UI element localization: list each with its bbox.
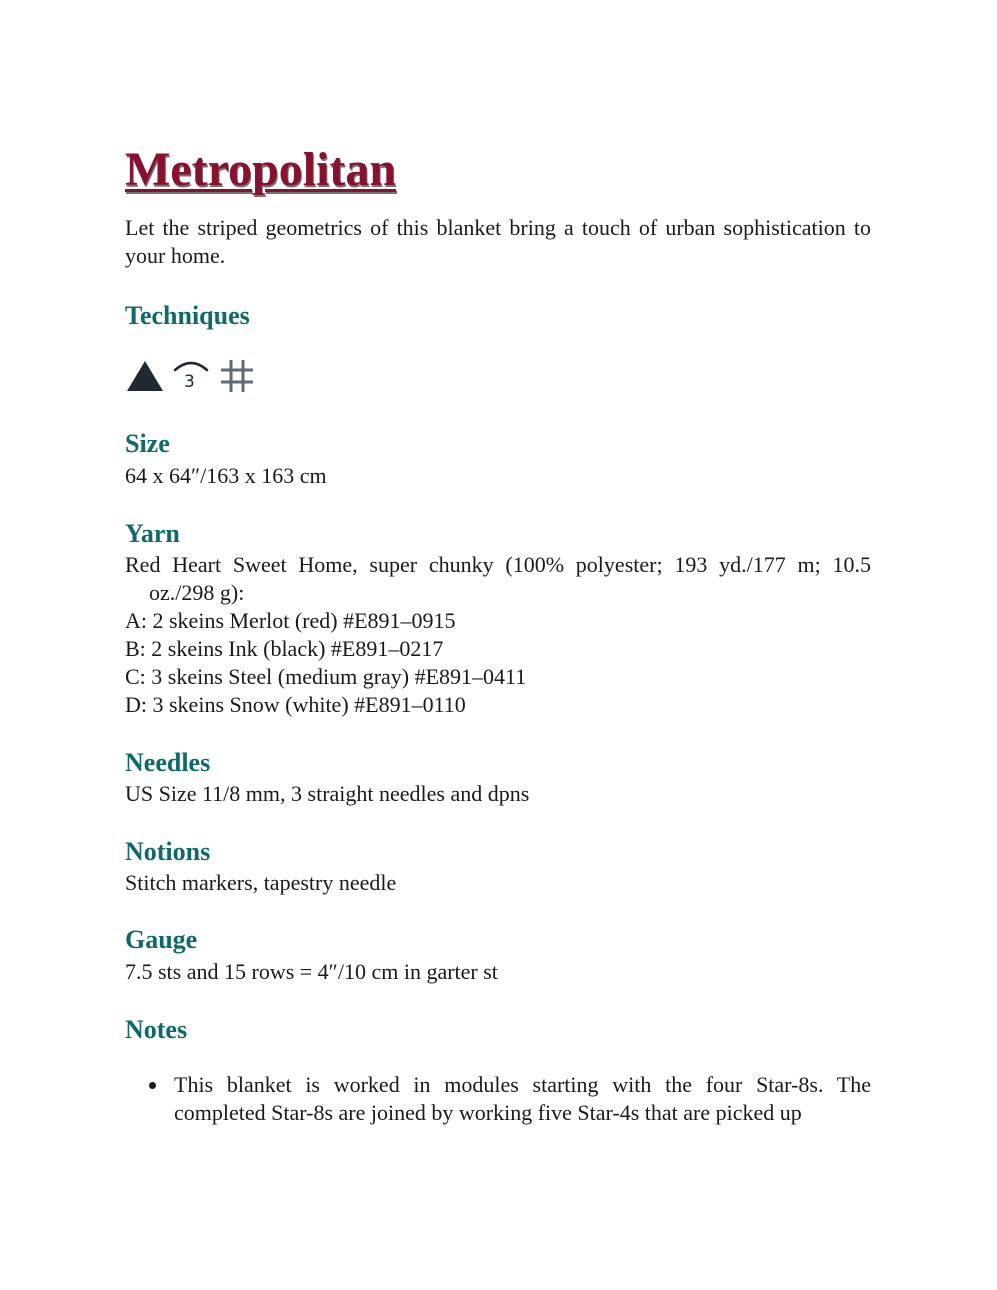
three-label: 3	[184, 372, 195, 392]
bullet-icon	[149, 1082, 156, 1089]
yarn-color-d: D: 3 skeins Snow (white) #E891–0110	[125, 692, 466, 717]
list-item	[125, 1071, 871, 1127]
yarn-color-b: B: 2 skeins Ink (black) #E891–0217	[125, 636, 444, 661]
notes-heading: Notes	[125, 1015, 188, 1044]
page-title: Metropolitan	[125, 143, 397, 196]
note-text: This blanket is worked in modules starting with the four Star-8s. The completed Star-8s are joined by working five Star-4s that are picked up	[174, 1072, 871, 1125]
needles-text: US Size 11/8 mm, 3 straight needles and dpns	[125, 781, 530, 806]
gauge-text: 7.5 sts and 15 rows = 4″/10 cm in garter st	[125, 959, 498, 984]
size-text: 64 x 64″/163 x 163 cm	[125, 463, 327, 488]
yarn-color-c: C: 3 skeins Steel (medium gray) #E891–0411	[125, 664, 527, 689]
notions-text: Stitch markers, tapestry needle	[125, 870, 397, 895]
techniques-icons	[125, 356, 257, 396]
three-needle-bind-off-icon	[171, 356, 211, 396]
yarn-block	[125, 551, 871, 719]
yarn-description: Red Heart Sweet Home, super chunky (100% polyester; 193 yd./177 m; 10.5 oz./298 g):	[125, 552, 871, 605]
techniques-heading: Techniques	[125, 301, 250, 330]
grid-icon	[217, 356, 257, 396]
gauge-heading: Gauge	[125, 925, 198, 954]
notions-heading: Notions	[125, 837, 211, 866]
intro-paragraph: Let the striped geometrics of this blanket bring a touch of urban sophistication to your home.	[125, 215, 871, 268]
needles-heading: Needles	[125, 748, 211, 777]
yarn-color-a: A: 2 skeins Merlot (red) #E891–0915	[125, 608, 456, 633]
notes-list	[125, 1071, 871, 1127]
triangle-icon	[125, 356, 165, 396]
yarn-heading: Yarn	[125, 519, 180, 548]
size-heading: Size	[125, 429, 170, 458]
